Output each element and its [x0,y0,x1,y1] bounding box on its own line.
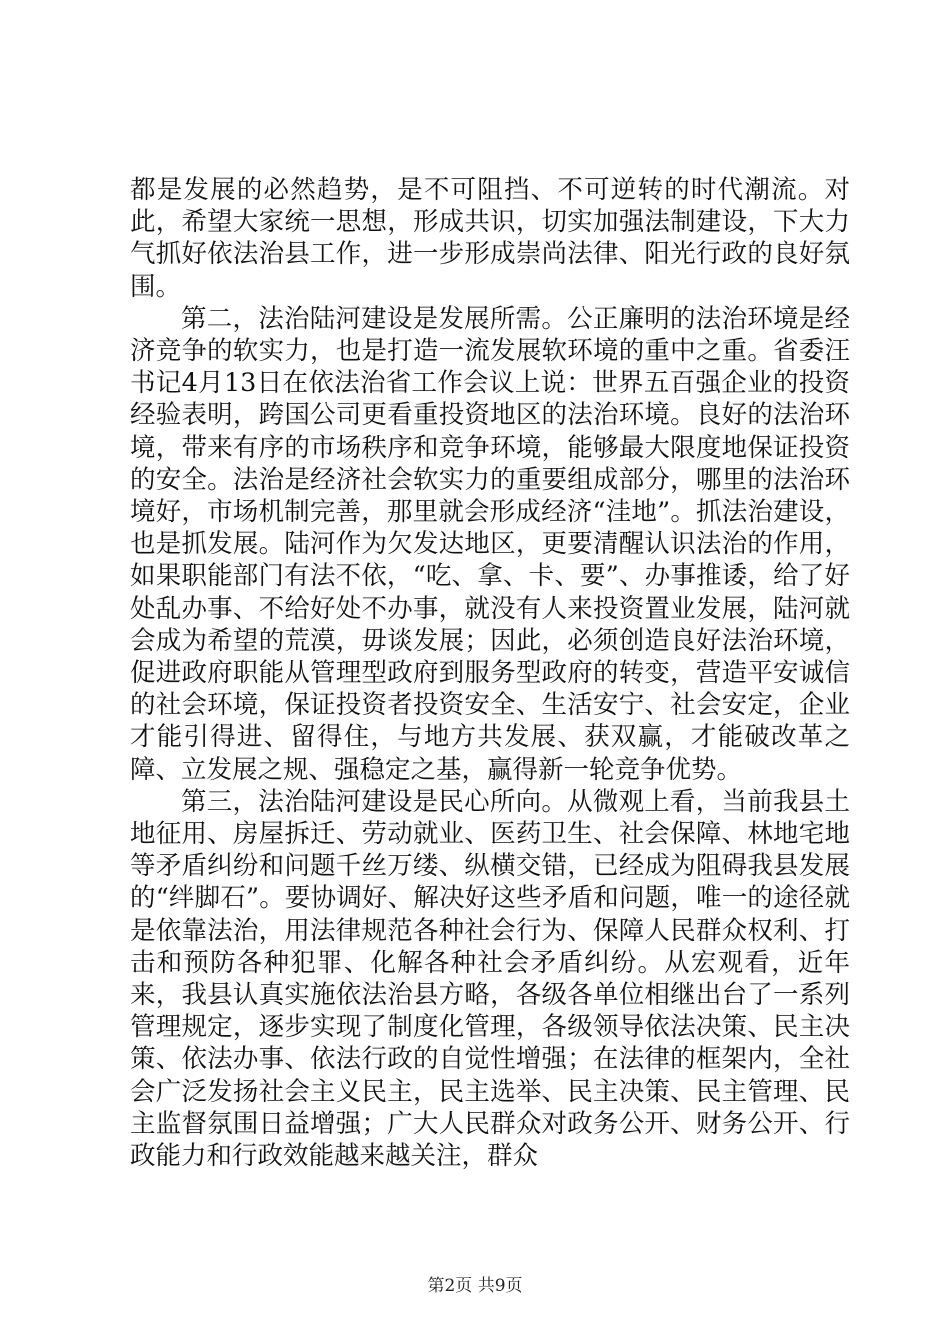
paragraph-2: 第二，法治陆河建设是发展所需。公正廉明的法治环境是经济竞争的软实力，也是打造一流发展软环境的重中之重。省委汪书记4月13日在依法治省工作会议上说：世界五百强企业的投资经验表明，跨国公司更看重投资地区的法治环境。良好的法治环境，带来有序的市场秩序和竞争环境，能够最大限度地保证投资的安全。法治是经济社会软实力的重要组成部分，哪里的法治环境好，市场机制完善，那里就会形成经济“洼地”。抓法治建设，也是抓发展。陆河作为欠发达地区，更要清醒认识法治的作用，如果职能部门有法不依，“吃、拿、卡、要”、办事推诿，给了好处乱办事、不给好处不办事，就没有人来投资置业发展，陆河就会成为希望的荒漠，毋谈发展；因此，必须创造良好法治环境，促进政府职能从管理型政府到服务型政府的转变，营造平安诚信的社会环境，保证投资者投资安全、生活安宁、社会安定，企业才能引得进、留得住，与地方共发展、获双赢，才能破改革之障、立发展之规、强稳定之基，赢得新一轮竞争优势。 [130,303,850,785]
paragraph-1: 都是发展的必然趋势，是不可阻挡、不可逆转的时代潮流。对此，希望大家统一思想，形成共识，切实加强法制建设，下大力气抓好依法治县工作，进一步形成崇尚法律、阳光行政的良好氛围。 [130,175,850,302]
paragraph-3: 第三，法治陆河建设是民心所向。从微观上看，当前我县土地征用、房屋拆迁、劳动就业、医药卫生、社会保障、林地宅地等矛盾纠纷和问题千丝万缕、纵横交错，已经成为阻碍我县发展的“绊脚石”。要协调好、解决好这些矛盾和问题，唯一的途径就是依靠法治，用法律规范各种社会行为、保障人民群众权利、打击和预防各种犯罪、化解各种社会矛盾纠纷。从宏观看，近年来，我县认真实施依法治县方略，各级各单位相继出台了一系列管理规定，逐步实现了制度化管理，各级领导依法决策、民主决策、依法办事、依法行政的自觉性增强；在法律的框架内，全社会广泛发扬社会主义民主，民主选举、民主决策、民主管理、民主监督氛围日益增强；广大人民群众对政务公开、财务公开、行政能力和行政效能越来越关注，群众 [130,786,850,1172]
document-body [130,174,850,1172]
page-number-label: 第2页 共9页 [427,1276,523,1296]
page-footer [0,1276,950,1296]
